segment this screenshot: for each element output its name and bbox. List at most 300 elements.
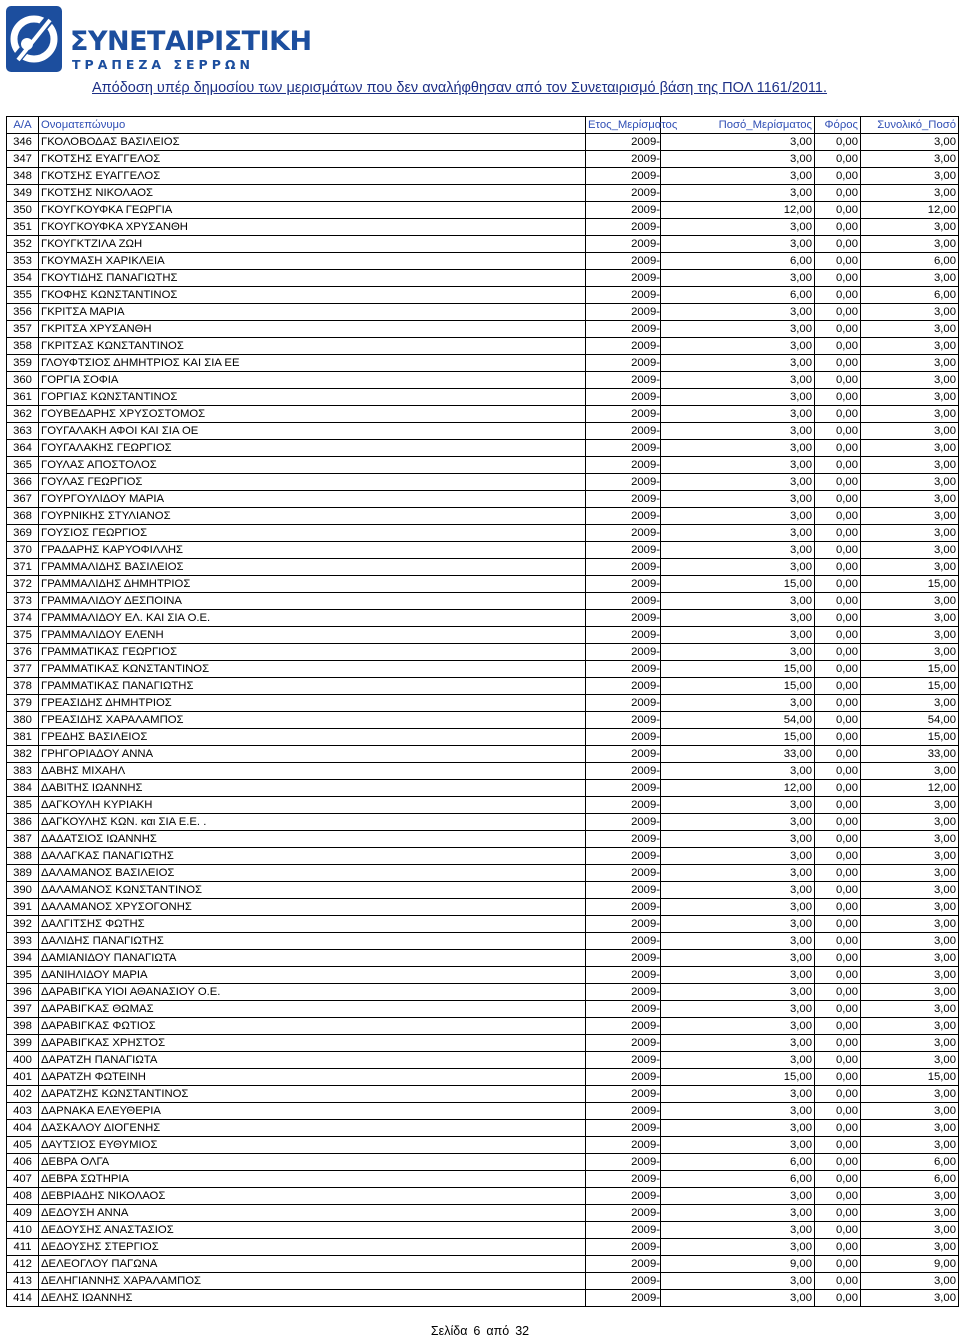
- tax-cell: 0,00: [815, 576, 861, 593]
- row-number-cell: 351: [7, 219, 39, 236]
- dividend-amount-cell: 3,00: [661, 1086, 815, 1103]
- tax-cell: 0,00: [815, 1188, 861, 1205]
- tax-cell: 0,00: [815, 729, 861, 746]
- page-title: Απόδοση υπέρ δημοσίου των μερισμάτων που δεν αναλήφθησαν από τον Συνεταιρισμό βάση της ΠΟΛ 1161/2011.: [92, 80, 828, 96]
- total-amount-cell: 3,00: [861, 865, 959, 882]
- total-amount-cell: 6,00: [861, 1154, 959, 1171]
- dividend-amount-cell: 33,00: [661, 746, 815, 763]
- year-cell: 2009-: [586, 1239, 661, 1256]
- dividend-amount-cell: 3,00: [661, 355, 815, 372]
- year-cell: 2009-: [586, 627, 661, 644]
- total-amount-cell: 3,00: [861, 967, 959, 984]
- dividend-amount-cell: 3,00: [661, 1290, 815, 1307]
- table-row: [7, 542, 959, 559]
- row-number-cell: 364: [7, 440, 39, 457]
- dividend-amount-cell: 3,00: [661, 831, 815, 848]
- tax-cell: 0,00: [815, 695, 861, 712]
- total-amount-cell: 3,00: [861, 1103, 959, 1120]
- name-cell: ΓΡΗΓΟΡΙΑΔΟΥ ΑΝΝΑ: [39, 746, 586, 763]
- table-row: [7, 627, 959, 644]
- tax-cell: 0,00: [815, 542, 861, 559]
- row-number-cell: 359: [7, 355, 39, 372]
- row-number-cell: 348: [7, 168, 39, 185]
- name-cell: ΓΟΥΒΕΔΑΡΗΣ ΧΡΥΣΟΣΤΟΜΟΣ: [39, 406, 586, 423]
- dividend-amount-cell: 3,00: [661, 491, 815, 508]
- row-number-cell: 374: [7, 610, 39, 627]
- tax-cell: 0,00: [815, 525, 861, 542]
- tax-cell: 0,00: [815, 831, 861, 848]
- tax-cell: 0,00: [815, 474, 861, 491]
- table-row: [7, 406, 959, 423]
- table-row: [7, 1171, 959, 1188]
- dividend-amount-cell: 3,00: [661, 1018, 815, 1035]
- row-number-cell: 409: [7, 1205, 39, 1222]
- dividend-amount-cell: 15,00: [661, 729, 815, 746]
- dividend-amount-cell: 6,00: [661, 287, 815, 304]
- dividend-amount-cell: 3,00: [661, 219, 815, 236]
- row-number-cell: 366: [7, 474, 39, 491]
- row-number-cell: 361: [7, 389, 39, 406]
- row-number-cell: 378: [7, 678, 39, 695]
- dividend-amount-cell: 9,00: [661, 1256, 815, 1273]
- dividend-amount-cell: 3,00: [661, 1035, 815, 1052]
- table-row: [7, 185, 959, 202]
- tax-cell: 0,00: [815, 270, 861, 287]
- table-row: [7, 797, 959, 814]
- total-amount-cell: 3,00: [861, 338, 959, 355]
- dividend-amount-cell: 15,00: [661, 661, 815, 678]
- year-cell: 2009-: [586, 576, 661, 593]
- year-cell: 2009-: [586, 933, 661, 950]
- row-number-cell: 411: [7, 1239, 39, 1256]
- name-cell: ΔΑΛΓΙΤΣΗΣ ΦΩΤΗΣ: [39, 916, 586, 933]
- row-number-cell: 390: [7, 882, 39, 899]
- tax-cell: 0,00: [815, 1154, 861, 1171]
- name-cell: ΓΡΑΜΜΑΛΙΔΟΥ ΕΛΕΝΗ: [39, 627, 586, 644]
- tax-cell: 0,00: [815, 253, 861, 270]
- row-number-cell: 373: [7, 593, 39, 610]
- tax-cell: 0,00: [815, 457, 861, 474]
- total-amount-cell: 3,00: [861, 457, 959, 474]
- row-number-cell: 368: [7, 508, 39, 525]
- tax-cell: 0,00: [815, 508, 861, 525]
- dividend-amount-cell: 3,00: [661, 542, 815, 559]
- table-row: [7, 1001, 959, 1018]
- tax-cell: 0,00: [815, 202, 861, 219]
- total-amount-cell: 3,00: [861, 763, 959, 780]
- year-cell: 2009-: [586, 780, 661, 797]
- total-amount-cell: 3,00: [861, 831, 959, 848]
- name-cell: ΓΟΡΓΙΑΣ ΚΩΝΣΤΑΝΤΙΝΟΣ: [39, 389, 586, 406]
- year-cell: 2009-: [586, 304, 661, 321]
- table-row: [7, 1035, 959, 1052]
- name-cell: ΓΚΡΙΤΣΑ ΧΡΥΣΑΝΘΗ: [39, 321, 586, 338]
- dividend-amount-cell: 3,00: [661, 1001, 815, 1018]
- page-footer: [0, 1324, 960, 1338]
- row-number-cell: 380: [7, 712, 39, 729]
- tax-cell: 0,00: [815, 1290, 861, 1307]
- table-row: [7, 984, 959, 1001]
- year-cell: 2009-: [586, 287, 661, 304]
- year-cell: 2009-: [586, 695, 661, 712]
- year-cell: 2009-: [586, 1290, 661, 1307]
- table-row: [7, 950, 959, 967]
- table-row: [7, 270, 959, 287]
- table-row: [7, 1290, 959, 1307]
- page-of-word: από: [486, 1324, 510, 1338]
- tax-cell: 0,00: [815, 1205, 861, 1222]
- total-amount-cell: 3,00: [861, 406, 959, 423]
- total-amount-cell: 3,00: [861, 644, 959, 661]
- row-number-cell: 347: [7, 151, 39, 168]
- tax-cell: 0,00: [815, 134, 861, 151]
- year-cell: 2009-: [586, 372, 661, 389]
- name-cell: ΓΚΟΥΤΙΔΗΣ ΠΑΝΑΓΙΩΤΗΣ: [39, 270, 586, 287]
- tax-cell: 0,00: [815, 1018, 861, 1035]
- page-total: 32: [515, 1324, 530, 1338]
- total-amount-cell: 12,00: [861, 202, 959, 219]
- year-cell: 2009-: [586, 746, 661, 763]
- total-amount-cell: 3,00: [861, 440, 959, 457]
- year-cell: 2009-: [586, 542, 661, 559]
- table-row: [7, 610, 959, 627]
- total-amount-cell: 15,00: [861, 1069, 959, 1086]
- table-row: [7, 763, 959, 780]
- year-cell: 2009-: [586, 610, 661, 627]
- total-amount-cell: 3,00: [861, 219, 959, 236]
- year-cell: 2009-: [586, 763, 661, 780]
- row-number-cell: 392: [7, 916, 39, 933]
- total-amount-cell: 3,00: [861, 1137, 959, 1154]
- dividend-amount-cell: 3,00: [661, 372, 815, 389]
- table-row: [7, 644, 959, 661]
- year-cell: 2009-: [586, 457, 661, 474]
- year-cell: 2009-: [586, 253, 661, 270]
- name-cell: ΓΡΑΜΜΑΛΙΔΟΥ ΕΛ. ΚΑΙ ΣΙΑ Ο.Ε.: [39, 610, 586, 627]
- brand-subtitle: ΤΡΑΠΕΖΑ ΣΕΡΡΩΝ: [72, 57, 254, 72]
- name-cell: ΔΑΛΑΜΑΝΟΣ ΧΡΥΣΟΓΟΝΗΣ: [39, 899, 586, 916]
- row-number-cell: 398: [7, 1018, 39, 1035]
- name-cell: ΔΑΡΑΒΙΓΚΑΣ ΦΩΤΙΟΣ: [39, 1018, 586, 1035]
- name-cell: ΔΑΛΑΜΑΝΟΣ ΚΩΝΣΤΑΝΤΙΝΟΣ: [39, 882, 586, 899]
- table-row: [7, 848, 959, 865]
- table-row: [7, 831, 959, 848]
- dividend-amount-cell: 3,00: [661, 593, 815, 610]
- name-cell: ΔΑΣΚΑΛΟΥ ΔΙΟΓΕΝΗΣ: [39, 1120, 586, 1137]
- total-amount-cell: 3,00: [861, 134, 959, 151]
- tax-cell: 0,00: [815, 1086, 861, 1103]
- table-row: [7, 695, 959, 712]
- table-row: [7, 321, 959, 338]
- table-row: [7, 236, 959, 253]
- tax-cell: 0,00: [815, 610, 861, 627]
- table-row: [7, 423, 959, 440]
- dividend-amount-cell: 3,00: [661, 627, 815, 644]
- total-amount-cell: 12,00: [861, 780, 959, 797]
- year-cell: 2009-: [586, 321, 661, 338]
- tax-cell: 0,00: [815, 1222, 861, 1239]
- total-amount-cell: 3,00: [861, 525, 959, 542]
- year-cell: 2009-: [586, 491, 661, 508]
- dividend-amount-cell: 3,00: [661, 882, 815, 899]
- table-row: [7, 1103, 959, 1120]
- dividend-amount-cell: 3,00: [661, 474, 815, 491]
- dividend-amount-cell: 3,00: [661, 695, 815, 712]
- name-cell: ΔΕΔΟΥΣΗΣ ΑΝΑΣΤΑΣΙΟΣ: [39, 1222, 586, 1239]
- name-cell: ΔΑΜΙΑΝΙΔΟΥ ΠΑΝΑΓΙΩΤΑ: [39, 950, 586, 967]
- table-row: [7, 1188, 959, 1205]
- tax-cell: 0,00: [815, 746, 861, 763]
- name-cell: ΔΕΔΟΥΣΗ ΑΝΝΑ: [39, 1205, 586, 1222]
- row-number-cell: 383: [7, 763, 39, 780]
- name-cell: ΔΑΔΑΤΣΙΟΣ ΙΩΑΝΝΗΣ: [39, 831, 586, 848]
- total-amount-cell: 3,00: [861, 151, 959, 168]
- total-amount-cell: 6,00: [861, 287, 959, 304]
- total-amount-cell: 3,00: [861, 236, 959, 253]
- row-number-cell: 405: [7, 1137, 39, 1154]
- table-row: [7, 253, 959, 270]
- name-cell: ΔΕΒΡΑ ΣΩΤΗΡΙΑ: [39, 1171, 586, 1188]
- table-row: [7, 508, 959, 525]
- page-number: 6: [473, 1324, 481, 1338]
- name-cell: ΓΚΟΤΣΗΣ ΕΥΑΓΓΕΛΟΣ: [39, 168, 586, 185]
- tax-cell: 0,00: [815, 440, 861, 457]
- year-cell: 2009-: [586, 831, 661, 848]
- total-amount-cell: 3,00: [861, 984, 959, 1001]
- row-number-cell: 385: [7, 797, 39, 814]
- row-number-cell: 391: [7, 899, 39, 916]
- dividend-amount-cell: 3,00: [661, 814, 815, 831]
- year-cell: 2009-: [586, 406, 661, 423]
- row-number-cell: 355: [7, 287, 39, 304]
- year-cell: 2009-: [586, 1222, 661, 1239]
- name-cell: ΓΚΟΦΗΣ ΚΩΝΣΤΑΝΤΙΝΟΣ: [39, 287, 586, 304]
- tax-cell: 0,00: [815, 491, 861, 508]
- total-amount-cell: 3,00: [861, 899, 959, 916]
- name-cell: ΓΟΥΓΑΛΑΚΗ ΑΦΟΙ ΚΑΙ ΣΙΑ ΟΕ: [39, 423, 586, 440]
- year-cell: 2009-: [586, 1103, 661, 1120]
- row-number-cell: 371: [7, 559, 39, 576]
- brand-name: ΣΥΝΕΤΑΙΡΙΣΤΙΚΗ: [70, 26, 312, 57]
- year-cell: 2009-: [586, 508, 661, 525]
- table-row: [7, 780, 959, 797]
- table-row: [7, 202, 959, 219]
- row-number-cell: 393: [7, 933, 39, 950]
- total-amount-cell: 3,00: [861, 559, 959, 576]
- dividend-amount-cell: 3,00: [661, 967, 815, 984]
- year-cell: 2009-: [586, 848, 661, 865]
- year-cell: 2009-: [586, 525, 661, 542]
- total-amount-cell: 15,00: [861, 576, 959, 593]
- year-cell: 2009-: [586, 1205, 661, 1222]
- dividend-amount-cell: 3,00: [661, 933, 815, 950]
- table-row: [7, 151, 959, 168]
- tax-cell: 0,00: [815, 1001, 861, 1018]
- column-header-aa: Α/Α: [7, 117, 39, 134]
- row-number-cell: 379: [7, 695, 39, 712]
- dividends-table: [6, 116, 959, 1307]
- tax-cell: 0,00: [815, 219, 861, 236]
- dividend-amount-cell: 3,00: [661, 423, 815, 440]
- row-number-cell: 349: [7, 185, 39, 202]
- name-cell: ΓΟΥΣΙΟΣ ΓΕΩΡΓΙΟΣ: [39, 525, 586, 542]
- total-amount-cell: 3,00: [861, 1001, 959, 1018]
- year-cell: 2009-: [586, 185, 661, 202]
- tax-cell: 0,00: [815, 168, 861, 185]
- name-cell: ΓΡΑΔΑΡΗΣ ΚΑΡΥΟΦΙΛΛΗΣ: [39, 542, 586, 559]
- total-amount-cell: 3,00: [861, 695, 959, 712]
- bank-logo-icon: [4, 4, 64, 74]
- tax-cell: 0,00: [815, 236, 861, 253]
- row-number-cell: 396: [7, 984, 39, 1001]
- year-cell: 2009-: [586, 1171, 661, 1188]
- table-row: [7, 1137, 959, 1154]
- page-word: Σελίδα: [430, 1324, 468, 1338]
- row-number-cell: 388: [7, 848, 39, 865]
- total-amount-cell: 3,00: [861, 168, 959, 185]
- total-amount-cell: 3,00: [861, 372, 959, 389]
- year-cell: 2009-: [586, 984, 661, 1001]
- name-cell: ΔΑΛΙΔΗΣ ΠΑΝΑΓΙΩΤΗΣ: [39, 933, 586, 950]
- year-cell: 2009-: [586, 678, 661, 695]
- total-amount-cell: 3,00: [861, 882, 959, 899]
- tax-cell: 0,00: [815, 1137, 861, 1154]
- table-row: [7, 916, 959, 933]
- total-amount-cell: 3,00: [861, 1018, 959, 1035]
- tax-cell: 0,00: [815, 627, 861, 644]
- total-amount-cell: 3,00: [861, 933, 959, 950]
- table-row: [7, 304, 959, 321]
- table-row: [7, 729, 959, 746]
- total-amount-cell: 3,00: [861, 916, 959, 933]
- tax-cell: 0,00: [815, 1120, 861, 1137]
- table-row: [7, 219, 959, 236]
- table-row: [7, 1154, 959, 1171]
- tax-cell: 0,00: [815, 1035, 861, 1052]
- row-number-cell: 350: [7, 202, 39, 219]
- dividend-amount-cell: 3,00: [661, 916, 815, 933]
- row-number-cell: 356: [7, 304, 39, 321]
- total-amount-cell: 3,00: [861, 814, 959, 831]
- name-cell: ΔΑΛΑΜΑΝΟΣ ΒΑΣΙΛΕΙΟΣ: [39, 865, 586, 882]
- total-amount-cell: 33,00: [861, 746, 959, 763]
- name-cell: ΓΟΥΡΓΟΥΛΙΔΟΥ ΜΑΡΙΑ: [39, 491, 586, 508]
- dividend-amount-cell: 3,00: [661, 797, 815, 814]
- table-row: [7, 678, 959, 695]
- dividend-amount-cell: 3,00: [661, 1188, 815, 1205]
- name-cell: ΓΡΕΔΗΣ ΒΑΣΙΛΕΙΟΣ: [39, 729, 586, 746]
- total-amount-cell: 3,00: [861, 474, 959, 491]
- dividend-amount-cell: 3,00: [661, 899, 815, 916]
- dividend-amount-cell: 15,00: [661, 576, 815, 593]
- row-number-cell: 408: [7, 1188, 39, 1205]
- tax-cell: 0,00: [815, 304, 861, 321]
- table-row: [7, 882, 959, 899]
- row-number-cell: 354: [7, 270, 39, 287]
- year-cell: 2009-: [586, 729, 661, 746]
- name-cell: ΓΡΕΑΣΙΔΗΣ ΧΑΡΑΛΑΜΠΟΣ: [39, 712, 586, 729]
- name-cell: ΓΡΑΜΜΑΤΙΚΑΣ ΓΕΩΡΓΙΟΣ: [39, 644, 586, 661]
- year-cell: 2009-: [586, 814, 661, 831]
- year-cell: 2009-: [586, 236, 661, 253]
- total-amount-cell: 3,00: [861, 423, 959, 440]
- year-cell: 2009-: [586, 712, 661, 729]
- name-cell: ΔΑΝΙΗΛΙΔΟΥ ΜΑΡΙΑ: [39, 967, 586, 984]
- dividend-amount-cell: 3,00: [661, 236, 815, 253]
- tax-cell: 0,00: [815, 644, 861, 661]
- name-cell: ΔΕΒΡΙΑΔΗΣ ΝΙΚΟΛΑΟΣ: [39, 1188, 586, 1205]
- dividend-amount-cell: 3,00: [661, 321, 815, 338]
- tax-cell: 0,00: [815, 1171, 861, 1188]
- table-row: [7, 287, 959, 304]
- year-cell: 2009-: [586, 1018, 661, 1035]
- name-cell: ΔΑΡΝΑΚΑ ΕΛΕΥΘΕΡΙΑ: [39, 1103, 586, 1120]
- table-row: [7, 1052, 959, 1069]
- year-cell: 2009-: [586, 899, 661, 916]
- year-cell: 2009-: [586, 593, 661, 610]
- column-header-total-amount: Συνολικό_Ποσό: [861, 117, 959, 134]
- year-cell: 2009-: [586, 151, 661, 168]
- dividend-amount-cell: 15,00: [661, 1069, 815, 1086]
- tax-cell: 0,00: [815, 1239, 861, 1256]
- row-number-cell: 399: [7, 1035, 39, 1052]
- name-cell: ΓΟΥΛΑΣ ΑΠΟΣΤΟΛΟΣ: [39, 457, 586, 474]
- table-row: [7, 1205, 959, 1222]
- tax-cell: 0,00: [815, 1273, 861, 1290]
- name-cell: ΔΑΡΑΒΙΓΚΑ ΥΙΟΙ ΑΘΑΝΑΣΙΟΥ Ο.Ε.: [39, 984, 586, 1001]
- table-row: [7, 491, 959, 508]
- name-cell: ΓΟΥΓΑΛΑΚΗΣ ΓΕΩΡΓΙΟΣ: [39, 440, 586, 457]
- row-number-cell: 353: [7, 253, 39, 270]
- name-cell: ΓΡΕΑΣΙΔΗΣ ΔΗΜΗΤΡΙΟΣ: [39, 695, 586, 712]
- name-cell: ΓΚΟΤΣΗΣ ΝΙΚΟΛΑΟΣ: [39, 185, 586, 202]
- row-number-cell: 414: [7, 1290, 39, 1307]
- year-cell: 2009-: [586, 440, 661, 457]
- total-amount-cell: 3,00: [861, 1222, 959, 1239]
- year-cell: 2009-: [586, 389, 661, 406]
- dividend-amount-cell: 3,00: [661, 1222, 815, 1239]
- year-cell: 2009-: [586, 865, 661, 882]
- total-amount-cell: 3,00: [861, 542, 959, 559]
- table-row: [7, 389, 959, 406]
- tax-cell: 0,00: [815, 712, 861, 729]
- dividend-amount-cell: 3,00: [661, 610, 815, 627]
- year-cell: 2009-: [586, 1154, 661, 1171]
- row-number-cell: 410: [7, 1222, 39, 1239]
- table-row: [7, 746, 959, 763]
- table-row: [7, 967, 959, 984]
- name-cell: ΓΟΡΓΙΑ ΣΟΦΙΑ: [39, 372, 586, 389]
- table-row: [7, 899, 959, 916]
- row-number-cell: 362: [7, 406, 39, 423]
- year-cell: 2009-: [586, 338, 661, 355]
- name-cell: ΔΕΒΡΑ ΟΛΓΑ: [39, 1154, 586, 1171]
- name-cell: ΔΕΛΕΟΓΛΟΥ ΠΑΓΩΝΑ: [39, 1256, 586, 1273]
- row-number-cell: 389: [7, 865, 39, 882]
- tax-cell: 0,00: [815, 1052, 861, 1069]
- dividend-amount-cell: 3,00: [661, 1052, 815, 1069]
- dividend-amount-cell: 3,00: [661, 457, 815, 474]
- year-cell: 2009-: [586, 1001, 661, 1018]
- total-amount-cell: 3,00: [861, 389, 959, 406]
- year-cell: 2009-: [586, 559, 661, 576]
- year-cell: 2009-: [586, 355, 661, 372]
- name-cell: ΓΡΑΜΜΑΛΙΔΗΣ ΔΗΜΗΤΡΙΟΣ: [39, 576, 586, 593]
- tax-cell: 0,00: [815, 559, 861, 576]
- table-row: [7, 559, 959, 576]
- table-row: [7, 525, 959, 542]
- name-cell: ΔΕΛΗΓΙΑΝΝΗΣ ΧΑΡΑΛΑΜΠΟΣ: [39, 1273, 586, 1290]
